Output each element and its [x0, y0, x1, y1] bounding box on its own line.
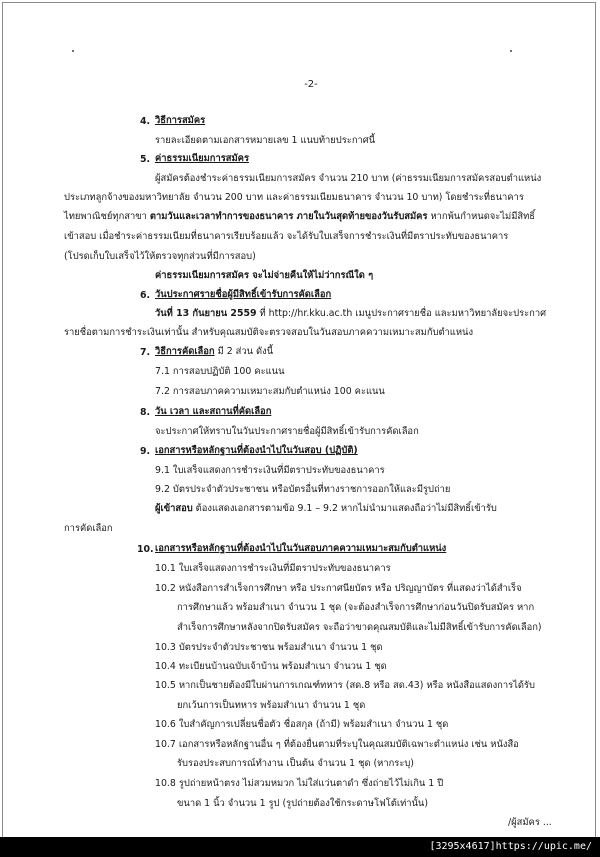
section-5-no-refund: ค่าธรรมเนียมการสมัคร จะไม่จ่ายคืนให้ไม่ว่ากรณีใด ๆ [155, 270, 374, 281]
section-9-examinee: ผู้เข้าสอบ [155, 503, 193, 514]
section-4-title: วิธีการสมัคร [155, 115, 206, 126]
section-10-item-6: 10.6 ใบสำคัญการเปลี่ยนชื่อตัว ชื่อสกุล (ถ้ามี) พร้อมสำเนา จำนวน 1 ชุด [155, 719, 449, 730]
section-5-line-1: ผู้สมัครต้องชำระค่าธรรมเนียมการสมัคร จำนวน 210 บาท (ค่าธรรมเนียมการสมัครสอบตำแหน่ง [155, 173, 542, 184]
section-10-item-8-line-1: 10.8 รูปถ่ายหน้าตรง ไม่สวมหมวก ไม่ใส่แว่นตาดำ ซึ่งถ่ายไว้ไม่เกิน 1 ปี [155, 778, 444, 789]
section-9-line-4: การคัดเลือก [64, 523, 113, 534]
section-6-url-text: ที่ http://hr.kku.ac.th เมนูประกาศรายชื่อ และมหาวิทยาลัยจะประกาศ [256, 308, 547, 319]
section-9-item-2: 9.2 บัตรประจำตัวประชาชน หรือบัตรอื่นที่ทางราชการออกให้และมีรูปถ่าย [155, 484, 451, 495]
section-6-line-1 [155, 309, 546, 318]
section-5-line-4: เข้าสอบ เมื่อชำระค่าธรรมเนียมที่ธนาคารเรียบร้อยแล้ว จะได้รับใบเสร็จการชำระเงินที่มีตราประทับของธนาคาร [64, 231, 509, 242]
section-8-number: 8. [140, 407, 151, 418]
section-4-number: 4. [140, 116, 151, 127]
watermark-text: [3295x4617]https://upic.me/ [429, 841, 592, 852]
continuation-marker: /ผู้สมัคร ... [508, 817, 552, 828]
section-9-title: เอกสารหรือหลักฐานที่ต้องนำไปในวันสอบ (ปฏิบัติ) [155, 445, 358, 456]
section-5-line-2: ประเภทลูกจ้างของมหาวิทยาลัย จำนวน 200 บาท และค่าธรรมเนียมธนาคาร จำนวน 10 บาท) โดยชำระที่ธนาคาร [64, 192, 524, 203]
scan-speck [72, 50, 74, 52]
section-10-item-2-line-3: สำเร็จการศึกษาหลังจากปิดรับสมัคร จะถือว่าขาดคุณสมบัติและไม่มีสิทธิ์เข้ารับการคัดเลือก) [177, 622, 542, 633]
section-10-item-7-line-1: 10.7 เอกสารหรือหลักฐานอื่น ๆ ที่ต้องยื่นตามที่ระบุในคุณสมบัติเฉพาะตำแหน่ง เช่น หนังสือ [155, 739, 519, 750]
section-7-title-suffix: มี 2 ส่วน ดังนี้ [214, 346, 274, 357]
section-6-number: 6. [140, 290, 151, 301]
section-9-number: 9. [140, 446, 151, 457]
section-10-item-5-line-1: 10.5 หากเป็นชายต้องมีใบผ่านการเกณฑ์ทหาร (สด.8 หรือ สด.43) หรือ หนังสือแสดงการได้รับ [155, 680, 535, 691]
section-5-title: ค่าธรรมเนียมการสมัคร [155, 153, 249, 164]
section-8-text: จะประกาศให้ทราบในวันประกาศรายชื่อผู้มีสิทธิ์เข้ารับการคัดเลือก [155, 426, 419, 437]
section-10-title: เอกสารหรือหลักฐานที่ต้องนำไปในวันสอบภาคความเหมาะสมกับตำแหน่ง [155, 543, 447, 554]
section-9-line-3 [155, 504, 497, 513]
section-8-title: วัน เวลา และสถานที่คัดเลือก [155, 406, 272, 417]
section-10-item-3: 10.3 บัตรประจำตัวประชาชน พร้อมสำเนา จำนวน 1 ชุด [155, 642, 383, 653]
section-4-text: รายละเอียดตามเอกสารหมายเลข 1 แนบท้ายประกาศนี้ [155, 135, 376, 146]
section-5-deadline-text: ตามวันและเวลาทำการของธนาคาร ภายในวันสุดท้ายของวันรับสมัคร [149, 211, 428, 222]
section-9-item-1: 9.1 ใบเสร็จแสดงการชำระเงินที่มีตราประทับของธนาคาร [155, 465, 385, 476]
section-5-line-5: (โปรดเก็บใบเสร็จไว้ให้ตรวจทุกส่วนที่มีการสอบ) [64, 251, 256, 262]
section-9-requirement: ต้องแสดงเอกสารตามข้อ 9.1 – 9.2 หากไม่นำมาแสดงถือว่าไม่มีสิทธิ์เข้ารับ [192, 503, 497, 514]
section-10-item-2-line-2: การศึกษาแล้ว พร้อมสำเนา จำนวน 1 ชุด (จะต้องสำเร็จการศึกษาก่อนวันปิดรับสมัคร หาก [177, 602, 535, 613]
watermark-bar [0, 837, 600, 857]
section-10-item-8-line-2: ขนาด 1 นิ้ว จำนวน 1 รูป (รูปถ่ายต้องใช้กระดาษโฟโต้เท่านั้น) [177, 798, 428, 809]
section-10-item-4: 10.4 ทะเบียนบ้านฉบับเจ้าบ้าน พร้อมสำเนา จำนวน 1 ชุด [155, 661, 387, 672]
section-5-line-3 [64, 212, 535, 221]
section-5-deadline-suffix: หากพ้นกำหนดจะไม่มีสิทธิ์ [427, 211, 536, 222]
section-10-item-5-line-2: ยกเว้นการเป็นทหาร พร้อมสำเนา จำนวน 1 ชุด [177, 700, 366, 711]
page-number: -2- [304, 79, 318, 90]
section-10-item-2-line-1: 10.2 หนังสือการสำเร็จการศึกษา หรือ ประกาศนียบัตร หรือ ปริญญาบัตร ที่แสดงว่าได้สำเร็จ [155, 583, 522, 594]
section-7-item-2: 7.2 การสอบภาคความเหมาะสมกับตำแหน่ง 100 คะแนน [155, 386, 385, 397]
section-7-title: วิธีการคัดเลือก [155, 346, 215, 357]
scan-speck [510, 50, 512, 52]
section-5-bank-text: ไทยพาณิชย์ทุกสาขา [64, 211, 150, 222]
section-7-item-1: 7.1 การสอบปฏิบัติ 100 คะแนน [155, 366, 285, 377]
section-6-date: วันที่ 13 กันยายน 2559 [155, 308, 257, 319]
section-10-number: 10. [137, 544, 154, 555]
section-10-item-7-line-2: รับรองประสบการณ์ทำงาน เป็นต้น จำนวน 1 ชุด (หากระบุ) [177, 758, 414, 769]
section-10-item-1: 10.1 ใบเสร็จแสดงการชำระเงินที่มีตราประทับของธนาคาร [155, 563, 391, 574]
section-5-number: 5. [140, 154, 151, 165]
section-7-heading [155, 347, 273, 356]
section-6-title: วันประกาศรายชื่อผู้มีสิทธิ์เข้ารับการคัดเลือก [155, 289, 332, 300]
section-7-number: 7. [140, 347, 151, 358]
section-6-line-2: รายชื่อตามการชำระเงินเท่านั้น สำหรับคุณสมบัติจะตรวจสอบในวันสอบภาคความเหมาะสมกับตำแหน่ง [64, 327, 474, 338]
